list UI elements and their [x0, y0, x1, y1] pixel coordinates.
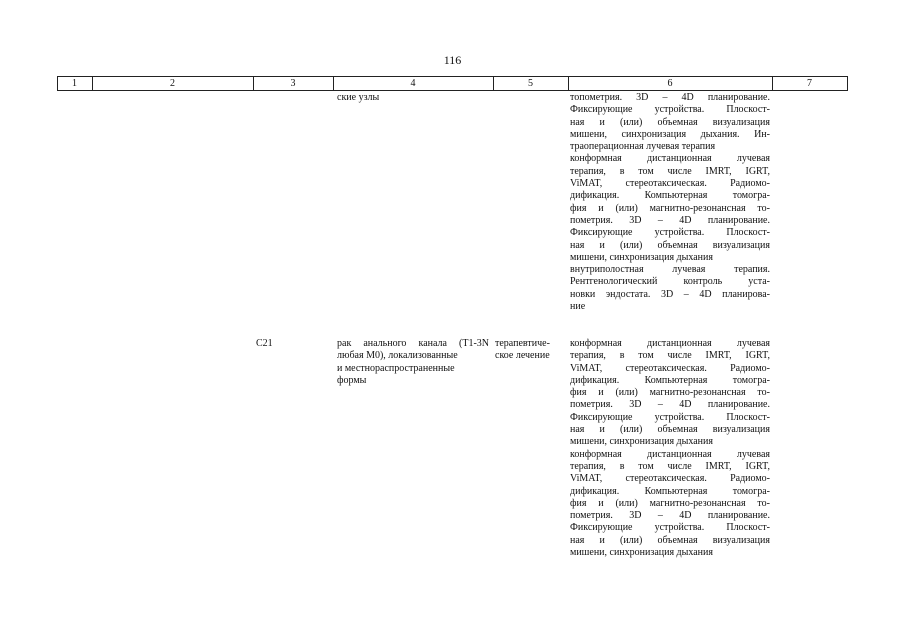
text-line: ная и (или) объемная визуализация: [570, 424, 770, 436]
text-line: C21: [256, 338, 273, 349]
text-line: мишени, синхронизация дыхания: [570, 436, 713, 448]
text-line: любая M0), локализованные: [337, 350, 458, 362]
c21-row-treatment-methods: [570, 338, 770, 559]
header-col-2: 2: [170, 78, 175, 89]
text-line: и местнораспространенные: [337, 362, 455, 374]
text-line: конформная дистанционная лучевая: [570, 153, 770, 165]
continued-row-treatment-methods: [570, 92, 770, 313]
text-line: конформная дистанционная лучевая: [570, 338, 770, 349]
text-line: фия и (или) магнитно-резонансная то-: [570, 497, 770, 509]
text-line: мишени, синхронизация дыхания. Ин-: [570, 128, 770, 140]
header-col-5: 5: [528, 78, 533, 89]
text-line: пометрия. 3D – 4D планирование.: [570, 510, 770, 522]
text-line: мишени, синхронизация дыхания: [570, 547, 713, 559]
text-line: фия и (или) магнитно-резонансная то-: [570, 387, 770, 399]
text-line: конформная дистанционная лучевая: [570, 448, 770, 460]
text-line: ские узлы: [337, 92, 380, 103]
text-line: Фиксирующие устройства. Плоскост-: [570, 411, 770, 423]
page-number: 116: [443, 53, 462, 67]
table-header-bottom-border: [57, 90, 847, 91]
text-line: рак анального канала (T1-3N: [337, 338, 489, 349]
text-line: терапия, в том числе IMRT, IGRT,: [570, 350, 770, 362]
text-line: ViMAT, стереотаксическая. Радиомо-: [570, 362, 770, 374]
header-col-1: 1: [72, 78, 77, 89]
text-line: дификация. Компьютерная томогра-: [570, 485, 770, 497]
text-line: ная и (или) объемная визуализация: [570, 534, 770, 546]
table-top-border: [57, 76, 847, 77]
c21-row-icd-code: [256, 338, 330, 350]
text-line: ское лечение: [495, 350, 550, 362]
text-line: фия и (или) магнитно-резонансная то-: [570, 202, 770, 214]
header-col-3: 3: [290, 78, 296, 89]
text-line: Фиксирующие устройства. Плоскост-: [570, 522, 770, 534]
text-line: терапия, в том числе IMRT, IGRT,: [570, 460, 770, 472]
text-line: Фиксирующие устройства. Плоскост-: [570, 104, 770, 116]
text-line: пометрия. 3D – 4D планирование.: [570, 399, 770, 411]
text-line: пометрия. 3D – 4D планирование.: [570, 214, 770, 226]
header-col-4: 4: [410, 78, 416, 89]
text-line: новки эндостата. 3D – 4D планирова-: [570, 288, 770, 300]
text-line: ние: [570, 301, 586, 313]
continued-row-diagnosis: [337, 92, 489, 104]
text-line: ViMAT, стереотаксическая. Радиомо-: [570, 178, 770, 190]
text-line: ная и (или) объемная визуализация: [570, 116, 770, 128]
header-col-6: 6: [667, 78, 673, 89]
c21-row-treatment-type: [495, 338, 567, 363]
text-line: внутриполостная лучевая терапия.: [570, 264, 770, 276]
text-line: дификация. Компьютерная томогра-: [570, 374, 770, 386]
text-line: Рентгенологический контроль уста-: [570, 276, 770, 288]
text-line: терапия, в том числе IMRT, IGRT,: [570, 165, 770, 177]
text-line: траоперационная лучевая терапия: [570, 141, 716, 153]
text-line: мишени, синхронизация дыхания: [570, 251, 713, 263]
header-col-7: 7: [807, 78, 812, 89]
column-divider: [847, 76, 848, 91]
c21-row-diagnosis: [337, 338, 489, 387]
text-line: ViMAT, стереотаксическая. Радиомо-: [570, 473, 770, 485]
text-line: топометрия. 3D – 4D планирование.: [570, 92, 770, 103]
text-line: ная и (или) объемная визуализация: [570, 239, 770, 251]
text-line: терапевтиче-: [495, 338, 550, 349]
text-line: Фиксирующие устройства. Плоскост-: [570, 227, 770, 239]
text-line: формы: [337, 374, 367, 386]
text-line: дификация. Компьютерная томогра-: [570, 190, 770, 202]
